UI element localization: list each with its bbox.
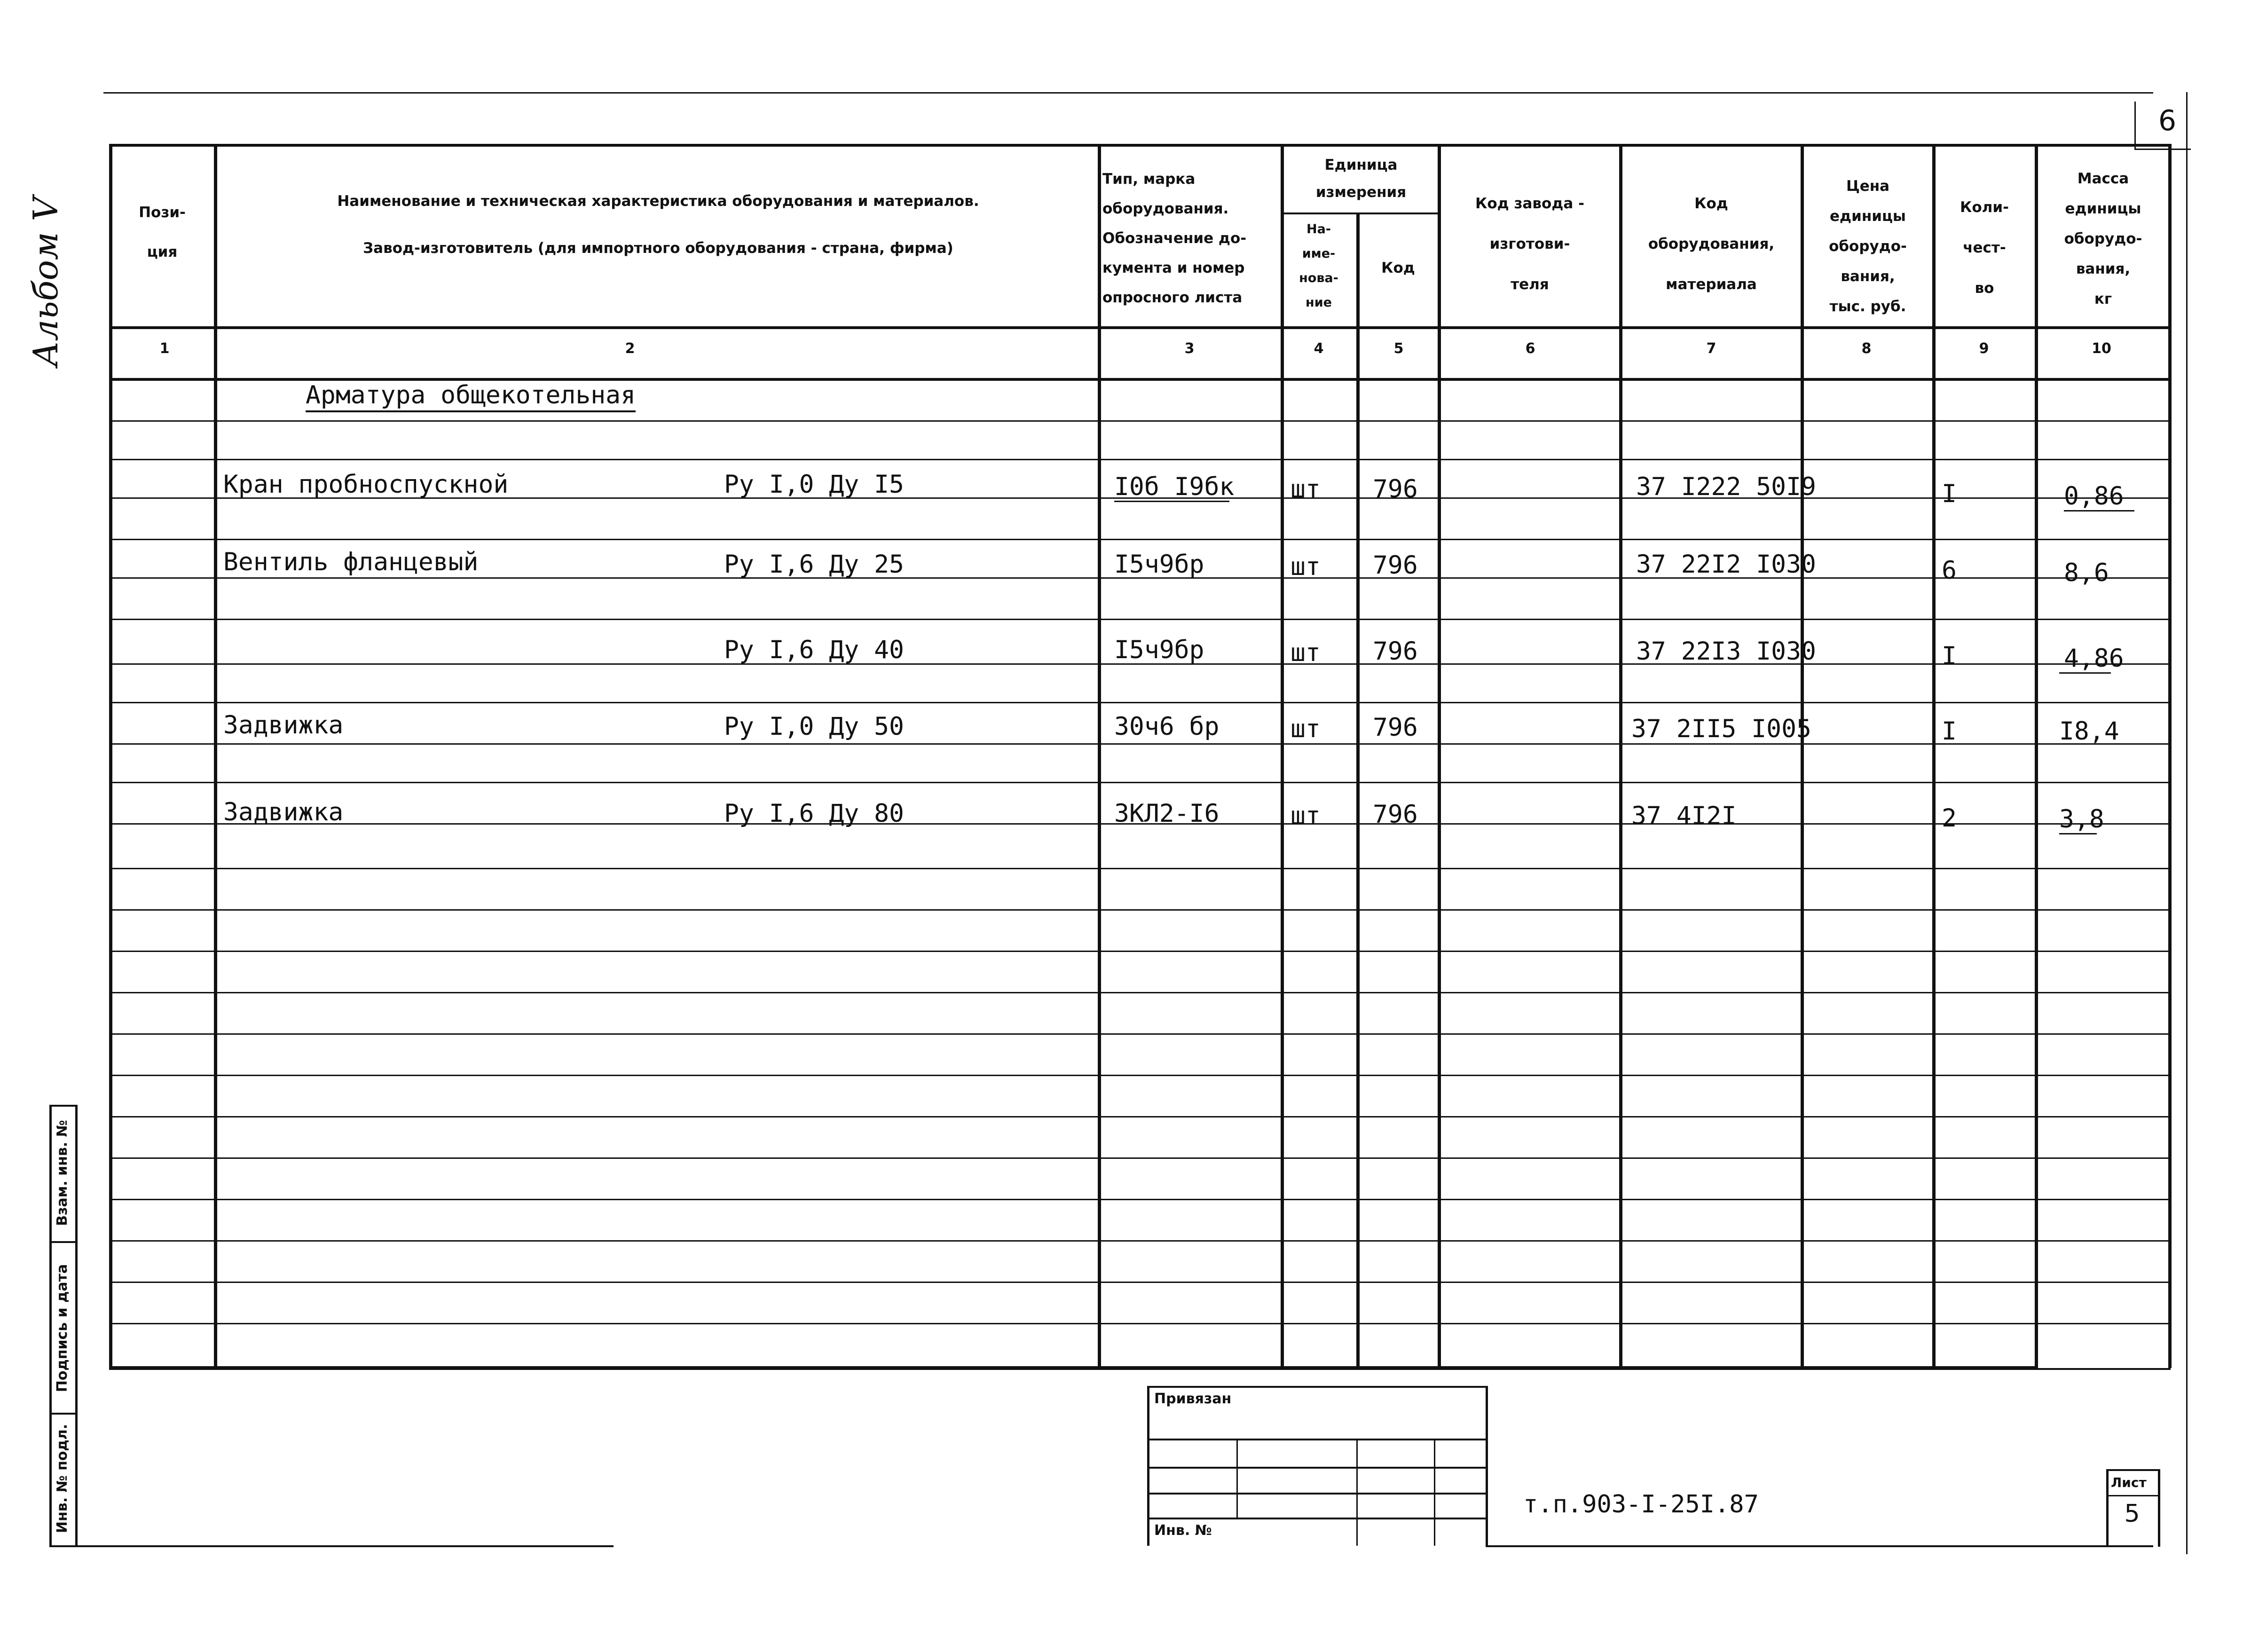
page-number-box-left: [2134, 102, 2136, 149]
header-name-line1: Наименование и техническая характеристика оборудования и материалов.: [337, 193, 979, 210]
row-line: [109, 420, 2171, 422]
privyazan-row: [1147, 1439, 1488, 1440]
header-unit-name: На- име- нова- ние: [1299, 222, 1338, 310]
col-line-2: [1098, 144, 1101, 1368]
item-mass: 8,6: [2064, 559, 2109, 587]
header-mass: Масса единицы оборудо- вания, кг: [2064, 170, 2142, 307]
row-line: [109, 782, 2171, 783]
row-line: [109, 951, 2171, 952]
mass-underline: [2064, 510, 2134, 511]
sheet-box-right: [2158, 1469, 2160, 1547]
row-line: [109, 1033, 2171, 1035]
item-equipment-code: 37 I222 50I9: [1636, 472, 1816, 501]
album-label: Альбом V: [26, 197, 65, 367]
sheet-box-divider: [2106, 1495, 2160, 1496]
item-name: Задвижка: [223, 711, 344, 739]
row-line: [109, 743, 2171, 745]
header-price: Цена единицы оборудо- вания, тыс. руб.: [1829, 178, 1907, 315]
sheet-box-top: [2106, 1469, 2160, 1471]
row-line: [109, 1282, 2171, 1283]
vzam-inv-label: Взам. инв. №: [54, 1120, 71, 1226]
col-line-9: [2035, 144, 2038, 1368]
col-line-0: [109, 144, 112, 1368]
page-number-top: 6: [2158, 104, 2177, 137]
row-line: [109, 992, 2171, 993]
row-line: [109, 539, 2171, 540]
privyazan-top: [1147, 1386, 1488, 1388]
item-unit: шт: [1291, 475, 1321, 503]
mass-underline: [2059, 672, 2111, 674]
title-block-bottom: [1486, 1545, 2153, 1547]
item-mass: 4,86: [2064, 644, 2124, 673]
col-number-9: 9: [1979, 340, 1989, 357]
top-rule: [103, 92, 2153, 94]
row-line: [109, 702, 2171, 703]
right-border: [2186, 92, 2188, 1554]
row-line: [109, 1075, 2171, 1076]
privyazan-col: [1434, 1439, 1435, 1546]
row-line: [109, 868, 2171, 869]
item-unit-code: 796: [1373, 551, 1418, 580]
privyazan-right: [1486, 1386, 1488, 1546]
sheet-label: Лист: [2111, 1475, 2147, 1490]
col-line-6: [1619, 144, 1622, 1368]
item-quantity: I: [1942, 717, 1957, 746]
col-line-5: [1438, 144, 1441, 1368]
row-line: [109, 1157, 2171, 1159]
header-unit-code: Код: [1381, 260, 1415, 276]
item-name: Кран пробноспускной: [223, 470, 509, 499]
col-number-6: 6: [1525, 340, 1535, 357]
row-line: [109, 1240, 2171, 1242]
section-title: Арматура общекотельная: [306, 381, 636, 412]
header-unit-group: Единица измерения: [1315, 157, 1407, 201]
title-block-top: [109, 1368, 2171, 1370]
inv-podl-label: Инв. № подл.: [54, 1424, 71, 1534]
page-number-box-bottom: [2134, 149, 2191, 150]
col-number-8: 8: [1861, 340, 1872, 357]
col-line-7: [1801, 144, 1804, 1368]
item-params: Ру I,6 Ду 80: [724, 799, 904, 828]
header-name-line2: Завод-изготовитель (для импортного оборудования - страна, фирма): [363, 240, 953, 257]
table-top-border: [109, 144, 2171, 147]
item-unit-code: 796: [1373, 800, 1418, 829]
item-quantity: I: [1942, 480, 1957, 508]
row-line: [109, 1199, 2171, 1200]
col-line-8: [1932, 144, 1936, 1368]
item-type: 30ч6 бр: [1114, 712, 1220, 741]
item-params: Ру I,6 Ду 40: [724, 636, 904, 664]
item-unit: шт: [1291, 552, 1321, 581]
type-underline: [1114, 501, 1229, 502]
item-mass: 0,86: [2064, 482, 2124, 511]
header-type: Тип, марка оборудования. Обозначение до- кумента и номер опросного листа: [1102, 171, 1247, 306]
item-unit-code: 796: [1373, 475, 1418, 503]
item-quantity: I: [1942, 642, 1957, 670]
row-line: [109, 619, 2171, 620]
podpis-label: Подпись и дата: [54, 1264, 71, 1392]
item-mass: 3,8: [2059, 805, 2104, 834]
privyazan-col: [1236, 1439, 1238, 1518]
side-stamp-right: [75, 1105, 78, 1547]
privyazan-row: [1147, 1518, 1488, 1519]
item-equipment-code: 37 22I2 I030: [1636, 550, 1816, 579]
item-params: Ру I,0 Ду 50: [724, 712, 904, 741]
row-line: [109, 909, 2171, 911]
item-name: Задвижка: [223, 798, 344, 826]
row-line: [109, 1323, 2171, 1324]
row-line: [109, 1116, 2171, 1117]
privyazan-row: [1147, 1493, 1488, 1495]
item-params: Ру I,0 Ду I5: [724, 470, 904, 499]
privyazan-col: [1356, 1439, 1358, 1546]
col-number-3: 3: [1184, 340, 1195, 357]
col-number-10: 10: [2092, 340, 2111, 357]
item-type: I5ч9бр: [1114, 636, 1204, 664]
col-number-1: 1: [159, 340, 170, 357]
col-number-2: 2: [625, 340, 635, 357]
privyazan-label: Привязан: [1154, 1391, 1232, 1407]
document-designation: т.п.903-I-25I.87: [1523, 1490, 1759, 1518]
col-number-4: 4: [1314, 340, 1324, 357]
col-line-10: [2168, 144, 2172, 1368]
bottom-left-rule: [49, 1545, 614, 1547]
item-equipment-code: 37 2II5 I005: [1631, 715, 1811, 743]
item-unit: шт: [1291, 638, 1321, 667]
item-type: I0б I9бк: [1114, 472, 1235, 501]
privyazan-left: [1147, 1386, 1149, 1546]
side-stamp-left: [49, 1105, 52, 1547]
privyazan-row: [1147, 1467, 1488, 1469]
item-type: I5ч9бр: [1114, 550, 1204, 579]
item-unit: шт: [1291, 715, 1321, 743]
col-number-5: 5: [1393, 340, 1404, 357]
header-position: Пози- ция: [139, 204, 186, 260]
col-line-3: [1281, 144, 1284, 1368]
item-unit: шт: [1291, 802, 1321, 830]
item-unit-code: 796: [1373, 637, 1418, 666]
col-number-7: 7: [1706, 340, 1716, 357]
sheet-number: 5: [2124, 1500, 2140, 1528]
header-quantity: Коли- чест- во: [1960, 199, 2009, 297]
header-bottom-border: [109, 326, 2171, 329]
item-quantity: 6: [1942, 556, 1957, 585]
header-factory-code: Код завода - изготови- теля: [1475, 195, 1584, 293]
item-name: Вентиль фланцевый: [223, 548, 479, 576]
item-equipment-code: 37 4I2I: [1631, 802, 1737, 830]
item-quantity: 2: [1942, 804, 1957, 833]
col-line-4: [1356, 212, 1360, 1368]
inv-no-label: Инв. №: [1154, 1522, 1212, 1539]
row-line: [109, 459, 2171, 460]
item-mass: I8,4: [2059, 717, 2119, 746]
item-type: ЗКЛ2-I6: [1114, 799, 1220, 828]
item-equipment-code: 37 22I3 I030: [1636, 637, 1816, 666]
mass-underline: [2059, 833, 2097, 834]
item-unit-code: 796: [1373, 713, 1418, 742]
header-equipment-code: Код оборудования, материала: [1648, 195, 1775, 293]
col-line-1: [214, 144, 217, 1368]
item-params: Ру I,6 Ду 25: [724, 550, 904, 579]
